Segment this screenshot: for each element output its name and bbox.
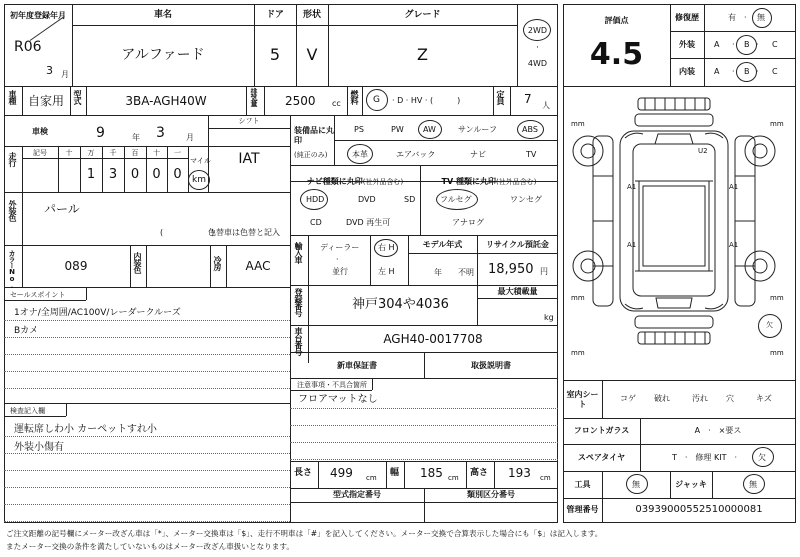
- inspection-year-unit: 年: [132, 133, 140, 142]
- import-dot: ·: [336, 255, 339, 264]
- footer-line1: ご注文距離の記号欄にメーター改ざん車は「*」、メーター交換車は「$」、走行不明車は「#」を記入してください。メーター交換で合算表示した場合にも「$」は記入します。: [6, 529, 603, 538]
- chassis-label: 車台番号: [294, 327, 303, 355]
- equipment-item: エアバック: [396, 150, 436, 159]
- type-designation-label: 型式指定番号: [333, 490, 381, 499]
- ac-value: AAC: [245, 259, 271, 273]
- car-name-label: 車名: [153, 10, 172, 20]
- import-right: 右 H: [378, 243, 395, 252]
- grade-option: B: [744, 67, 750, 76]
- chassis-value: AGH40-0017708: [383, 332, 483, 346]
- tv-fullseg-circle: [436, 189, 478, 210]
- drive-4wd: 4WD: [527, 59, 548, 68]
- repair-opt-dot: ·: [744, 13, 747, 22]
- equipment-item: AW: [423, 125, 436, 134]
- diagram-mm-5: mm: [571, 349, 585, 357]
- model-year-unit: 年: [434, 268, 442, 277]
- grade-value: Z: [417, 45, 428, 64]
- length-label: 長さ: [294, 468, 313, 478]
- manual-label: 取扱説明書: [471, 361, 511, 370]
- drive-2wd: 2WD: [527, 26, 548, 35]
- recycle-value: 18,950: [488, 262, 534, 277]
- sales-rule: [4, 354, 290, 355]
- tools-label: 工具: [574, 480, 591, 489]
- capacity-unit: 人: [542, 101, 550, 110]
- color-value: パール: [44, 202, 80, 216]
- first-reg-month-unit: 月: [61, 70, 69, 79]
- interior-sheet-option: 破れ: [654, 394, 670, 403]
- sales-rule: [4, 337, 290, 338]
- interior-sheet-option: 汚れ: [692, 394, 708, 403]
- damage-missing: 欠: [766, 321, 773, 329]
- height-unit: cm: [540, 474, 551, 482]
- mileage-digit: 0: [173, 167, 182, 182]
- navi-item: SD: [404, 195, 416, 204]
- max-load-unit: kg: [544, 313, 554, 322]
- navi-heading: ナビ種類に丸印(社外品含む): [306, 177, 404, 186]
- capacity-label: 定員: [496, 90, 505, 104]
- interior-sheet-label: 室内シート: [566, 390, 599, 410]
- jack-value: 無: [749, 480, 757, 489]
- diagram-mm-4: mm: [770, 294, 784, 302]
- inspector-rule: [4, 521, 290, 522]
- mileage-digit-header: 千: [109, 149, 117, 157]
- sales-rule: [4, 371, 290, 372]
- damage-u2: U2: [698, 147, 708, 155]
- inspector-rule: [4, 453, 290, 454]
- model-label: 型式: [73, 90, 82, 104]
- first-reg-label: 初年度登録年月: [10, 11, 66, 20]
- sales-point-label: セールスポイント: [10, 291, 66, 299]
- sales-rule: [4, 388, 290, 389]
- model-year-unknown: 不明: [458, 268, 474, 277]
- displacement-unit: cc: [332, 99, 341, 108]
- equip-leather-circle: [347, 144, 373, 164]
- mileage-digit: 0: [130, 167, 140, 182]
- tv-item: ワンセグ: [510, 195, 542, 204]
- shift-label: シフト: [238, 117, 260, 125]
- damage-a1-right: A1: [729, 183, 739, 191]
- grade-option: ·: [732, 67, 735, 76]
- damage-a1-rear-right: A1: [729, 241, 739, 249]
- diagram-mm-2: mm: [770, 120, 784, 128]
- grade-option: C: [772, 67, 778, 76]
- mileage-label: 走行: [8, 152, 17, 166]
- equipment-sub: (純正のみ): [294, 151, 328, 159]
- car-name: アルファード: [121, 47, 205, 63]
- mgmt-number-value: 03939000552510000081: [635, 504, 763, 515]
- class-number-label: 類別区分番号: [467, 490, 515, 499]
- inspector-rule: [4, 504, 290, 505]
- color-no-label: カラーNo.: [8, 250, 16, 289]
- navi-hdd-circle: [300, 189, 328, 210]
- equipment-item: 本革: [352, 150, 368, 159]
- notes-rule: [290, 442, 558, 443]
- interior-sheet-option: 穴: [726, 394, 734, 403]
- score-label: 評価点: [604, 16, 629, 25]
- navi-item: DVD: [358, 195, 376, 204]
- grade-b-circle: [736, 62, 757, 82]
- windshield-label: フロントガラス: [573, 426, 630, 435]
- max-load-label: 最大積載量: [497, 287, 538, 296]
- registration-value: 神戸304や4036: [352, 297, 449, 312]
- interior-color-label: 内装色: [133, 252, 142, 273]
- tools-value: 無: [632, 480, 640, 489]
- diagram-mm-6: mm: [770, 349, 784, 357]
- mgmt-number-label: 管理番号: [566, 505, 599, 514]
- repair-label: 修復歴: [675, 13, 699, 22]
- spare-missing: 欠: [758, 453, 766, 462]
- windshield-options: A · ×要ス: [694, 426, 742, 435]
- registration-label: 登録番号: [294, 288, 303, 316]
- damage-a1-left: A1: [627, 183, 637, 191]
- exterior-label: 外装: [679, 40, 695, 49]
- capacity-value: 7: [524, 92, 532, 106]
- equipment-item: PW: [391, 125, 404, 134]
- km-label: km: [192, 175, 206, 185]
- diagram-mm-1: mm: [571, 120, 585, 128]
- warranty-label: 新車保証書: [337, 361, 377, 370]
- jack-label: ジャッキ: [675, 480, 707, 489]
- equipment-item: TV: [526, 150, 537, 159]
- mileage-digit-header: 一: [174, 149, 181, 157]
- sales-point-line: 1オナ/全周囲/AC100V/レーダークルーズ: [14, 308, 181, 318]
- height-value: 193: [508, 466, 531, 480]
- fuel-g: G: [373, 95, 380, 105]
- score-value: 4.5: [589, 37, 644, 72]
- grade-option: ·: [756, 67, 759, 76]
- import-left: 左 H: [378, 267, 395, 276]
- mileage-digit: 3: [108, 167, 118, 182]
- grade-option: C: [772, 40, 778, 49]
- interior-label: 内装: [679, 67, 695, 76]
- navi-item: CD: [310, 218, 322, 227]
- door-value: 5: [269, 45, 281, 64]
- repair-opt-yes: 有: [728, 13, 736, 22]
- drive-dot: ·: [536, 43, 539, 53]
- color-no-value: 089: [64, 259, 88, 273]
- width-label: 幅: [390, 468, 400, 478]
- displacement-value: 2500: [285, 94, 316, 108]
- inspector-rule: [4, 436, 290, 437]
- length-unit: cm: [366, 474, 377, 482]
- inspector-rule: [4, 487, 290, 488]
- ac-label: 冷房: [213, 256, 222, 270]
- notes-line: フロアマットなし: [298, 394, 378, 405]
- mileage-digit-header: 十: [65, 149, 73, 157]
- grade-option: ·: [756, 40, 759, 49]
- color-label: 外装色: [8, 200, 17, 221]
- damage-a1-rear-left: A1: [627, 241, 637, 249]
- mileage-digit-header: 百: [131, 149, 139, 157]
- inspection-month-unit: 月: [186, 133, 194, 142]
- navi-item: HDD: [306, 195, 325, 204]
- equipment-label: 装備品に丸印: [294, 126, 334, 146]
- width-unit: cm: [448, 474, 459, 482]
- fuel-options: · D · HV · ( ): [392, 96, 461, 105]
- mileage-sym-label: 記号: [33, 149, 47, 157]
- interior-sheet-option: コゲ: [620, 394, 636, 403]
- notes-rule: [290, 459, 558, 460]
- navi-item: DVD 再生可: [346, 218, 391, 227]
- mileage-digit: 1: [86, 167, 96, 182]
- equipment-item: サンルーフ: [458, 125, 497, 134]
- inspection-month: 3: [156, 125, 165, 141]
- shape-value: V: [306, 45, 318, 64]
- tv-item: アナログ: [452, 218, 484, 227]
- shift-value: IAT: [238, 151, 260, 167]
- mile-label: マイル: [190, 157, 211, 165]
- grade-label: グレード: [404, 10, 441, 20]
- door-label: ドア: [266, 10, 284, 20]
- mileage-digit-header: 万: [87, 149, 95, 157]
- recycle-unit: 円: [540, 267, 548, 276]
- fuel-label: 燃料: [350, 90, 359, 104]
- mileage-digit-header: 十: [153, 149, 160, 157]
- color-note-paren: ( ): [160, 228, 215, 237]
- diagram-mm-3: mm: [571, 294, 585, 302]
- import-label: 輸入車: [294, 242, 303, 263]
- model-value: 3BA-AGH40W: [125, 94, 207, 108]
- first-reg-era: R06: [14, 39, 42, 55]
- inspection-label: 車検: [32, 127, 48, 136]
- sales-rule: [4, 320, 290, 321]
- equipment-item: ABS: [522, 125, 538, 134]
- footer-line2: またメーター交換の条件を満たしていないものはメーター改ざん車扱いとなります。: [6, 542, 294, 551]
- inspector-line: 運転席しわ小 カーペットすれ小: [14, 424, 157, 435]
- equip-abs-circle: [517, 120, 544, 139]
- grade-option: A: [714, 40, 720, 49]
- use-label: 車種: [8, 90, 17, 104]
- tv-heading: TV 種類に丸印(社外品含む): [441, 177, 537, 186]
- inspection-year: 9: [96, 125, 105, 141]
- width-value: 185: [420, 466, 443, 480]
- notes-rule: [290, 408, 558, 409]
- inspector-label: 検査記入欄: [10, 407, 45, 415]
- notes-rule: [290, 425, 558, 426]
- grade-option: A: [714, 67, 720, 76]
- length-value: 499: [330, 466, 353, 480]
- grade-b-circle: [736, 35, 757, 55]
- tv-item: フルセグ: [440, 195, 472, 204]
- notes-label: 注意事項・不具合箇所: [297, 381, 367, 389]
- use-value: 自家用: [27, 94, 64, 108]
- import-dealer: ディーラー: [320, 243, 360, 252]
- equipment-item: PS: [354, 125, 364, 134]
- inspector-line: 外装小傷有: [14, 442, 64, 453]
- equip-aw-circle: [418, 120, 442, 139]
- model-year-label: モデル年式: [422, 240, 463, 249]
- grade-option: ·: [732, 40, 735, 49]
- spare-tire-options: T · 修理 KIT ·: [672, 453, 738, 462]
- sales-point-line: Bカメ: [14, 326, 39, 336]
- interior-sheet-option: キズ: [756, 394, 772, 403]
- grade-option: B: [744, 40, 750, 49]
- equipment-item: ナビ: [470, 150, 486, 159]
- inspector-rule: [4, 470, 290, 471]
- color-note: 色替車は色替と記入: [208, 228, 280, 237]
- first-reg-month: 3: [46, 64, 53, 77]
- displacement-label: 排気量: [250, 88, 258, 106]
- import-parallel: 並行: [332, 267, 348, 276]
- repair-opt-none: 無: [757, 13, 765, 22]
- spare-tire-label: スペアタイヤ: [577, 453, 626, 462]
- shape-label: 形状: [302, 10, 321, 20]
- recycle-label: リサイクル預託金: [486, 240, 549, 249]
- mileage-digit: 0: [152, 167, 161, 182]
- height-label: 高さ: [470, 468, 489, 478]
